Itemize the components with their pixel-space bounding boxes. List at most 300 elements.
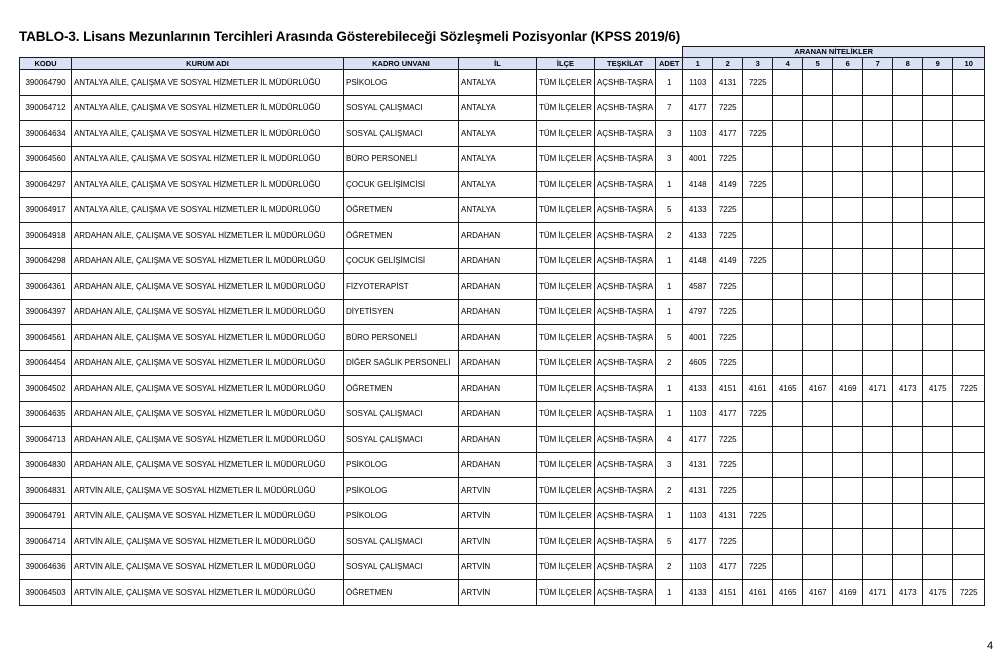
row-qualification-7 — [863, 529, 893, 555]
row-district: TÜM İLÇELER — [537, 503, 595, 529]
row-qualification-7 — [863, 427, 893, 453]
row-qualification-1: 4001 — [683, 146, 713, 172]
row-province: ARDAHAN — [459, 350, 537, 376]
row-qualification-6 — [833, 274, 863, 300]
table-row — [20, 554, 985, 580]
row-qualification-9 — [923, 478, 953, 504]
row-province: ARDAHAN — [459, 274, 537, 300]
table-body — [20, 70, 985, 606]
positions-table — [19, 46, 985, 606]
table-row — [20, 248, 985, 274]
row-province: ARTVİN — [459, 554, 537, 580]
row-qualification-2: 7225 — [713, 452, 743, 478]
row-code: 390064917 — [20, 197, 72, 223]
row-qualification-6 — [833, 223, 863, 249]
row-province: ANTALYA — [459, 197, 537, 223]
row-qualification-3 — [743, 95, 773, 121]
row-institution: ANTALYA AİLE, ÇALIŞMA VE SOSYAL HİZMETLER İL MÜDÜRLÜĞÜ — [72, 121, 344, 147]
row-organization: AÇSHB-TAŞRA — [594, 325, 655, 351]
row-qualification-1: 4133 — [683, 223, 713, 249]
row-qualification-4 — [773, 427, 803, 453]
col-header-q7: 7 — [863, 58, 893, 70]
row-qualification-5 — [803, 299, 833, 325]
row-institution: ANTALYA AİLE, ÇALIŞMA VE SOSYAL HİZMETLER İL MÜDÜRLÜĞÜ — [72, 70, 344, 96]
row-district: TÜM İLÇELER — [537, 529, 595, 555]
row-qualification-8 — [893, 427, 923, 453]
row-qualification-3: 7225 — [743, 121, 773, 147]
row-qualification-7 — [863, 172, 893, 198]
row-qualification-4 — [773, 452, 803, 478]
row-qualification-7 — [863, 452, 893, 478]
row-code: 390064918 — [20, 223, 72, 249]
row-qualification-9 — [923, 274, 953, 300]
row-qualification-2: 4149 — [713, 248, 743, 274]
row-province: ARDAHAN — [459, 223, 537, 249]
row-qualification-6 — [833, 95, 863, 121]
row-district: TÜM İLÇELER — [537, 478, 595, 504]
row-qualification-2: 7225 — [713, 427, 743, 453]
row-province: ARDAHAN — [459, 325, 537, 351]
row-province: ANTALYA — [459, 172, 537, 198]
row-code: 390064502 — [20, 376, 72, 402]
row-position-title: ÖĞRETMEN — [344, 197, 459, 223]
row-qualification-10 — [953, 274, 985, 300]
row-qualification-1: 4587 — [683, 274, 713, 300]
row-district: TÜM İLÇELER — [537, 172, 595, 198]
row-qualification-10 — [953, 121, 985, 147]
row-district: TÜM İLÇELER — [537, 248, 595, 274]
row-position-title: ÖĞRETMEN — [344, 580, 459, 606]
row-qualification-10 — [953, 95, 985, 121]
row-qualification-10 — [953, 529, 985, 555]
row-institution: ANTALYA AİLE, ÇALIŞMA VE SOSYAL HİZMETLER İL MÜDÜRLÜĞÜ — [72, 95, 344, 121]
row-qualification-2: 7225 — [713, 325, 743, 351]
col-header-q4: 4 — [773, 58, 803, 70]
row-qualification-8 — [893, 274, 923, 300]
row-institution: ARDAHAN AİLE, ÇALIŞMA VE SOSYAL HİZMETLER İL MÜDÜRLÜĞÜ — [72, 299, 344, 325]
row-qualification-2: 4151 — [713, 580, 743, 606]
row-qualification-7 — [863, 248, 893, 274]
row-qualification-9 — [923, 299, 953, 325]
table-row — [20, 325, 985, 351]
row-qualification-4 — [773, 299, 803, 325]
row-qualification-4 — [773, 274, 803, 300]
row-code: 390064454 — [20, 350, 72, 376]
row-qualification-8 — [893, 70, 923, 96]
row-province: ARDAHAN — [459, 401, 537, 427]
row-code: 390064561 — [20, 325, 72, 351]
row-qualification-4 — [773, 503, 803, 529]
row-organization: AÇSHB-TAŞRA — [594, 197, 655, 223]
row-institution: ARTVİN AİLE, ÇALIŞMA VE SOSYAL HİZMETLER İL MÜDÜRLÜĞÜ — [72, 503, 344, 529]
row-qualification-5 — [803, 554, 833, 580]
row-qualification-10 — [953, 223, 985, 249]
row-qualification-1: 1103 — [683, 503, 713, 529]
row-qualification-5 — [803, 274, 833, 300]
row-qualification-9 — [923, 70, 953, 96]
row-qualification-7: 4171 — [863, 580, 893, 606]
row-institution: ARDAHAN AİLE, ÇALIŞMA VE SOSYAL HİZMETLER İL MÜDÜRLÜĞÜ — [72, 248, 344, 274]
row-position-title: SOSYAL ÇALIŞMACI — [344, 95, 459, 121]
row-qualification-10 — [953, 554, 985, 580]
row-qualification-1: 4001 — [683, 325, 713, 351]
row-qualification-6 — [833, 325, 863, 351]
row-province: ANTALYA — [459, 146, 537, 172]
row-qualification-10 — [953, 325, 985, 351]
row-district: TÜM İLÇELER — [537, 146, 595, 172]
row-code: 390064831 — [20, 478, 72, 504]
row-organization: AÇSHB-TAŞRA — [594, 580, 655, 606]
row-province: ANTALYA — [459, 70, 537, 96]
row-position-title: FİZYOTERAPİST — [344, 274, 459, 300]
row-qualification-8 — [893, 554, 923, 580]
row-quota: 1 — [656, 274, 683, 300]
row-quota: 3 — [656, 452, 683, 478]
row-qualification-3 — [743, 529, 773, 555]
row-qualification-7 — [863, 70, 893, 96]
row-code: 390064712 — [20, 95, 72, 121]
row-institution: ARDAHAN AİLE, ÇALIŞMA VE SOSYAL HİZMETLER İL MÜDÜRLÜĞÜ — [72, 274, 344, 300]
row-qualification-9 — [923, 95, 953, 121]
row-qualification-5 — [803, 350, 833, 376]
row-qualification-8 — [893, 197, 923, 223]
row-qualification-1: 4177 — [683, 529, 713, 555]
row-qualification-10: 7225 — [953, 580, 985, 606]
row-qualification-1: 4131 — [683, 478, 713, 504]
row-district: TÜM İLÇELER — [537, 350, 595, 376]
row-qualification-4 — [773, 248, 803, 274]
row-qualification-7 — [863, 350, 893, 376]
row-qualification-3: 7225 — [743, 503, 773, 529]
table-row — [20, 427, 985, 453]
row-qualification-3: 7225 — [743, 401, 773, 427]
row-qualification-10 — [953, 172, 985, 198]
row-organization: AÇSHB-TAŞRA — [594, 529, 655, 555]
table-row — [20, 95, 985, 121]
row-province: ARTVİN — [459, 529, 537, 555]
col-header-q9: 9 — [923, 58, 953, 70]
row-qualification-8 — [893, 299, 923, 325]
row-qualification-6 — [833, 503, 863, 529]
row-position-title: SOSYAL ÇALIŞMACI — [344, 529, 459, 555]
row-qualification-8 — [893, 478, 923, 504]
row-qualification-5 — [803, 401, 833, 427]
page-number: 4 — [987, 640, 994, 652]
row-qualification-2: 7225 — [713, 299, 743, 325]
row-qualification-8: 4173 — [893, 376, 923, 402]
row-qualification-5 — [803, 325, 833, 351]
row-qualification-3 — [743, 197, 773, 223]
row-position-title: SOSYAL ÇALIŞMACI — [344, 401, 459, 427]
row-district: TÜM İLÇELER — [537, 554, 595, 580]
row-qualification-10 — [953, 503, 985, 529]
col-header-q1: 1 — [683, 58, 713, 70]
row-quota: 1 — [656, 376, 683, 402]
col-header-ilce: İLÇE — [537, 58, 595, 70]
row-qualification-9 — [923, 554, 953, 580]
row-quota: 3 — [656, 121, 683, 147]
table-row — [20, 529, 985, 555]
row-position-title: PSİKOLOG — [344, 503, 459, 529]
row-province: ARTVİN — [459, 503, 537, 529]
row-district: TÜM İLÇELER — [537, 452, 595, 478]
row-qualification-6 — [833, 121, 863, 147]
row-code: 390064635 — [20, 401, 72, 427]
row-qualification-3 — [743, 325, 773, 351]
table-row — [20, 121, 985, 147]
row-organization: AÇSHB-TAŞRA — [594, 70, 655, 96]
row-qualification-2: 4177 — [713, 401, 743, 427]
row-qualification-3: 7225 — [743, 70, 773, 96]
row-qualification-9 — [923, 248, 953, 274]
row-qualification-3 — [743, 478, 773, 504]
col-header-adet: ADET — [656, 58, 683, 70]
table-row — [20, 503, 985, 529]
row-qualification-5 — [803, 146, 833, 172]
row-organization: AÇSHB-TAŞRA — [594, 554, 655, 580]
aranan-nitelikler-header: ARANAN NİTELİKLER — [683, 47, 985, 58]
row-organization: AÇSHB-TAŞRA — [594, 223, 655, 249]
row-qualification-10 — [953, 350, 985, 376]
row-qualification-8 — [893, 325, 923, 351]
row-qualification-8 — [893, 529, 923, 555]
col-header-il: İL — [459, 58, 537, 70]
row-qualification-9 — [923, 503, 953, 529]
row-code: 390064361 — [20, 274, 72, 300]
row-qualification-5 — [803, 529, 833, 555]
row-organization: AÇSHB-TAŞRA — [594, 478, 655, 504]
row-qualification-9: 4175 — [923, 376, 953, 402]
page-title: TABLO-3. Lisans Mezunlarının Tercihleri Arasında Gösterebileceği Sözleşmeli Pozisyonlar (KPSS 2019/6) — [19, 29, 681, 44]
row-position-title: ÖĞRETMEN — [344, 376, 459, 402]
row-qualification-5 — [803, 452, 833, 478]
row-qualification-10 — [953, 427, 985, 453]
row-qualification-2: 7225 — [713, 478, 743, 504]
table-row — [20, 452, 985, 478]
col-header-q5: 5 — [803, 58, 833, 70]
row-qualification-10 — [953, 299, 985, 325]
row-organization: AÇSHB-TAŞRA — [594, 503, 655, 529]
row-quota: 1 — [656, 503, 683, 529]
row-institution: ANTALYA AİLE, ÇALIŞMA VE SOSYAL HİZMETLER İL MÜDÜRLÜĞÜ — [72, 146, 344, 172]
row-qualification-7 — [863, 95, 893, 121]
row-position-title: BÜRO PERSONELİ — [344, 146, 459, 172]
table-row — [20, 146, 985, 172]
row-qualification-1: 4133 — [683, 580, 713, 606]
row-district: TÜM İLÇELER — [537, 95, 595, 121]
row-qualification-3 — [743, 146, 773, 172]
row-qualification-9 — [923, 146, 953, 172]
row-organization: AÇSHB-TAŞRA — [594, 401, 655, 427]
row-institution: ARDAHAN AİLE, ÇALIŞMA VE SOSYAL HİZMETLER İL MÜDÜRLÜĞÜ — [72, 350, 344, 376]
row-qualification-7 — [863, 299, 893, 325]
row-qualification-4 — [773, 223, 803, 249]
row-quota: 1 — [656, 401, 683, 427]
row-code: 390064297 — [20, 172, 72, 198]
row-qualification-2: 4131 — [713, 503, 743, 529]
row-qualification-2: 7225 — [713, 95, 743, 121]
row-qualification-10: 7225 — [953, 376, 985, 402]
row-qualification-9 — [923, 452, 953, 478]
row-quota: 5 — [656, 529, 683, 555]
row-institution: ARTVİN AİLE, ÇALIŞMA VE SOSYAL HİZMETLER İL MÜDÜRLÜĞÜ — [72, 529, 344, 555]
row-qualification-5: 4167 — [803, 376, 833, 402]
row-qualification-5 — [803, 427, 833, 453]
row-province: ANTALYA — [459, 95, 537, 121]
group-header-spacer — [20, 47, 683, 58]
row-qualification-5 — [803, 95, 833, 121]
row-qualification-9 — [923, 350, 953, 376]
row-qualification-8 — [893, 95, 923, 121]
col-header-kadro: KADRO UNVANI — [344, 58, 459, 70]
row-qualification-4 — [773, 325, 803, 351]
row-quota: 1 — [656, 580, 683, 606]
row-quota: 1 — [656, 248, 683, 274]
row-province: ARDAHAN — [459, 299, 537, 325]
row-qualification-1: 4797 — [683, 299, 713, 325]
row-code: 390064634 — [20, 121, 72, 147]
row-position-title: PSİKOLOG — [344, 478, 459, 504]
row-district: TÜM İLÇELER — [537, 401, 595, 427]
row-qualification-7: 4171 — [863, 376, 893, 402]
row-institution: ARTVİN AİLE, ÇALIŞMA VE SOSYAL HİZMETLER İL MÜDÜRLÜĞÜ — [72, 580, 344, 606]
row-institution: ARDAHAN AİLE, ÇALIŞMA VE SOSYAL HİZMETLER İL MÜDÜRLÜĞÜ — [72, 376, 344, 402]
row-quota: 1 — [656, 70, 683, 96]
row-position-title: SOSYAL ÇALIŞMACI — [344, 554, 459, 580]
row-qualification-5 — [803, 478, 833, 504]
row-qualification-5 — [803, 121, 833, 147]
row-quota: 3 — [656, 146, 683, 172]
row-organization: AÇSHB-TAŞRA — [594, 248, 655, 274]
row-qualification-2: 4177 — [713, 121, 743, 147]
row-qualification-4: 4165 — [773, 376, 803, 402]
row-qualification-9: 4175 — [923, 580, 953, 606]
row-qualification-6 — [833, 197, 863, 223]
row-province: ARDAHAN — [459, 376, 537, 402]
row-organization: AÇSHB-TAŞRA — [594, 121, 655, 147]
row-quota: 5 — [656, 325, 683, 351]
table-row — [20, 70, 985, 96]
row-district: TÜM İLÇELER — [537, 70, 595, 96]
col-header-kodu: KODU — [20, 58, 72, 70]
row-institution: ARTVİN AİLE, ÇALIŞMA VE SOSYAL HİZMETLER İL MÜDÜRLÜĞÜ — [72, 554, 344, 580]
row-qualification-2: 7225 — [713, 350, 743, 376]
row-qualification-7 — [863, 478, 893, 504]
row-qualification-6 — [833, 529, 863, 555]
row-qualification-8: 4173 — [893, 580, 923, 606]
table-row — [20, 299, 985, 325]
row-qualification-3 — [743, 452, 773, 478]
row-qualification-1: 4133 — [683, 197, 713, 223]
row-institution: ARTVİN AİLE, ÇALIŞMA VE SOSYAL HİZMETLER İL MÜDÜRLÜĞÜ — [72, 478, 344, 504]
row-qualification-2: 4177 — [713, 554, 743, 580]
row-qualification-9 — [923, 401, 953, 427]
row-position-title: SOSYAL ÇALIŞMACI — [344, 121, 459, 147]
row-qualification-5 — [803, 70, 833, 96]
row-district: TÜM İLÇELER — [537, 325, 595, 351]
row-qualification-10 — [953, 452, 985, 478]
row-qualification-3: 7225 — [743, 172, 773, 198]
row-qualification-7 — [863, 197, 893, 223]
row-qualification-1: 4605 — [683, 350, 713, 376]
row-qualification-5 — [803, 197, 833, 223]
row-code: 390064298 — [20, 248, 72, 274]
col-header-q2: 2 — [713, 58, 743, 70]
row-district: TÜM İLÇELER — [537, 376, 595, 402]
row-position-title: SOSYAL ÇALIŞMACI — [344, 427, 459, 453]
row-qualification-10 — [953, 197, 985, 223]
row-institution: ARDAHAN AİLE, ÇALIŞMA VE SOSYAL HİZMETLER İL MÜDÜRLÜĞÜ — [72, 401, 344, 427]
row-institution: ANTALYA AİLE, ÇALIŞMA VE SOSYAL HİZMETLER İL MÜDÜRLÜĞÜ — [72, 197, 344, 223]
row-code: 390064560 — [20, 146, 72, 172]
row-district: TÜM İLÇELER — [537, 580, 595, 606]
row-organization: AÇSHB-TAŞRA — [594, 274, 655, 300]
row-organization: AÇSHB-TAŞRA — [594, 350, 655, 376]
row-qualification-1: 4148 — [683, 248, 713, 274]
row-qualification-6 — [833, 70, 863, 96]
row-code: 390064636 — [20, 554, 72, 580]
group-header-row — [20, 47, 985, 58]
row-province: ARDAHAN — [459, 248, 537, 274]
row-code: 390064791 — [20, 503, 72, 529]
row-qualification-4 — [773, 121, 803, 147]
row-province: ANTALYA — [459, 121, 537, 147]
col-header-teskilat: TEŞKİLAT — [594, 58, 655, 70]
row-qualification-6 — [833, 172, 863, 198]
row-qualification-8 — [893, 223, 923, 249]
row-institution: ARDAHAN AİLE, ÇALIŞMA VE SOSYAL HİZMETLER İL MÜDÜRLÜĞÜ — [72, 452, 344, 478]
row-qualification-4 — [773, 554, 803, 580]
row-qualification-4 — [773, 197, 803, 223]
row-qualification-6 — [833, 478, 863, 504]
row-district: TÜM İLÇELER — [537, 197, 595, 223]
row-qualification-4 — [773, 478, 803, 504]
row-qualification-1: 4133 — [683, 376, 713, 402]
row-province: ARDAHAN — [459, 427, 537, 453]
row-qualification-6 — [833, 401, 863, 427]
row-position-title: DİYETİSYEN — [344, 299, 459, 325]
row-province: ARDAHAN — [459, 452, 537, 478]
row-code: 390064790 — [20, 70, 72, 96]
row-qualification-7 — [863, 121, 893, 147]
row-qualification-3: 7225 — [743, 248, 773, 274]
row-organization: AÇSHB-TAŞRA — [594, 146, 655, 172]
row-qualification-6 — [833, 299, 863, 325]
row-qualification-7 — [863, 146, 893, 172]
row-qualification-1: 4177 — [683, 95, 713, 121]
row-organization: AÇSHB-TAŞRA — [594, 376, 655, 402]
row-position-title: ÖĞRETMEN — [344, 223, 459, 249]
row-qualification-8 — [893, 248, 923, 274]
row-qualification-4 — [773, 401, 803, 427]
row-qualification-5 — [803, 223, 833, 249]
row-qualification-7 — [863, 223, 893, 249]
row-qualification-2: 7225 — [713, 197, 743, 223]
col-header-q8: 8 — [893, 58, 923, 70]
row-qualification-7 — [863, 401, 893, 427]
table-row — [20, 350, 985, 376]
col-header-q6: 6 — [833, 58, 863, 70]
row-province: ARTVİN — [459, 580, 537, 606]
row-qualification-8 — [893, 503, 923, 529]
row-qualification-5 — [803, 248, 833, 274]
table-row — [20, 478, 985, 504]
row-qualification-8 — [893, 172, 923, 198]
row-qualification-8 — [893, 350, 923, 376]
row-qualification-3: 4161 — [743, 580, 773, 606]
table-row — [20, 197, 985, 223]
row-institution: ARDAHAN AİLE, ÇALIŞMA VE SOSYAL HİZMETLER İL MÜDÜRLÜĞÜ — [72, 427, 344, 453]
